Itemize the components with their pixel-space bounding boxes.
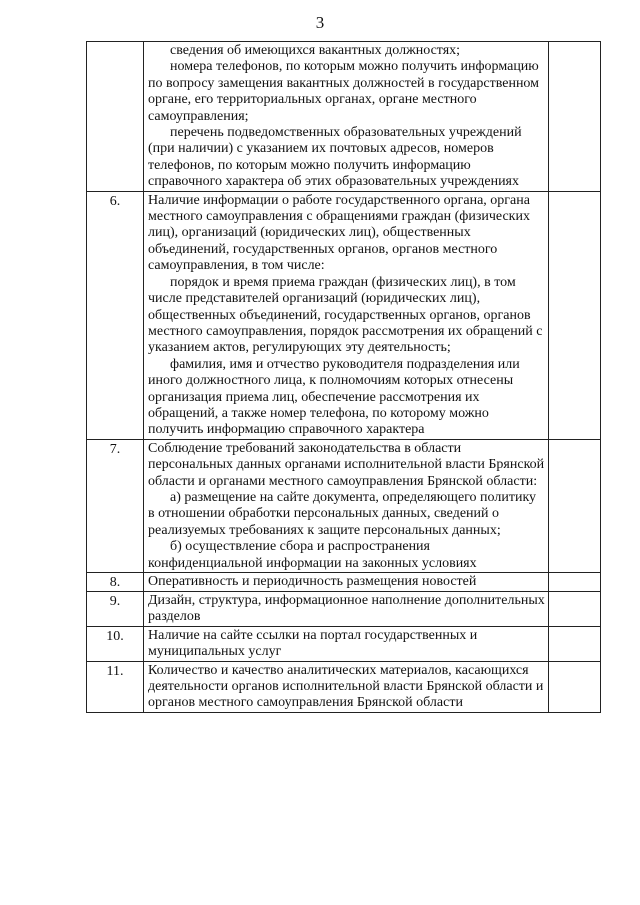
- row-number: 7.: [87, 439, 144, 572]
- score-cell: [549, 661, 601, 712]
- criteria-table: [86, 41, 601, 713]
- table-row: [87, 42, 601, 192]
- criterion-paragraph: номера телефонов, по которым можно получить информацию по вопросу замещения вакантных должностей в государственном органе, его территориальных органах, органе местного самоуправления;: [148, 59, 540, 124]
- criterion-paragraph: а) размещение на сайте документа, определяющего политику в отношении обработки персональных данных, сведений о реализуемых требованиях к защите персональных данных;: [148, 489, 537, 538]
- page-number: 3: [315, 13, 325, 32]
- score-cell: [549, 573, 601, 592]
- table-row: [87, 661, 601, 712]
- row-number: 10.: [87, 626, 144, 661]
- criterion-cell: [144, 42, 549, 192]
- criterion-paragraph: фамилия, имя и отчество руководителя подразделения или иного должностного лица, к полномочиям которых отнесены организация приема лиц, обеспечение рассмотрения их обращений, а также номер телефона, по которому можно получить информацию справочного характера: [148, 356, 520, 438]
- criterion-cell: [144, 661, 549, 712]
- criterion-cell: [144, 573, 549, 592]
- criterion-cell: [144, 626, 549, 661]
- row-number: [87, 42, 144, 192]
- criterion-paragraph: б) осуществление сбора и распространения конфиденциальной информации на законных условиях: [148, 539, 477, 571]
- row-number: 6.: [87, 191, 144, 439]
- criteria-table-body: [87, 42, 601, 713]
- table-row: [87, 592, 601, 627]
- table-row: [87, 191, 601, 439]
- criterion-paragraph: Оперативность и периодичность размещения новостей: [148, 574, 477, 589]
- score-cell: [549, 626, 601, 661]
- table-row: [87, 573, 601, 592]
- criterion-paragraph: Наличие на сайте ссылки на портал государственных и муниципальных услуг: [148, 627, 478, 660]
- criterion-paragraph: порядок и время приема граждан (физических лиц), в том числе представителей организаций (юридических лиц), общественных объединений, государственных органов, органов местного самоуправления, порядок рассмотрения их обращений с указанием актов, регулирующих эту деятельность;: [148, 274, 543, 356]
- criterion-paragraph: Соблюдение требований законодательства в области персональных данных органами исполнительной власти Брянской области и органами местного самоуправления Брянской области:: [148, 440, 545, 489]
- table-row: [87, 439, 601, 572]
- score-cell: [549, 191, 601, 439]
- criterion-cell: [144, 191, 549, 439]
- criterion-paragraph: перечень подведомственных образовательных учреждений (при наличии) с указанием их почтовых адресов, номеров телефонов, по которым можно получить информацию справочного характера об этих образовательных учреждениях: [148, 125, 522, 190]
- criterion-paragraph: Количество и качество аналитических материалов, касающихся деятельности органов исполнительной власти Брянской области и органов местного самоуправления Брянской области: [148, 662, 544, 711]
- row-number: 11.: [87, 661, 144, 712]
- score-cell: [549, 439, 601, 572]
- criterion-cell: [144, 439, 549, 572]
- criterion-paragraph: Дизайн, структура, информационное наполнение дополнительных разделов: [148, 593, 545, 625]
- score-cell: [549, 42, 601, 192]
- criterion-paragraph: сведения об имеющихся вакантных должностях;: [170, 43, 461, 58]
- row-number: 9.: [87, 592, 144, 627]
- criterion-cell: [144, 592, 549, 627]
- row-number: 8.: [87, 573, 144, 592]
- table-row: [87, 626, 601, 661]
- criterion-paragraph: Наличие информации о работе государственного органа, органа местного самоуправления с обращениями граждан (физических лиц), организаций (юридических лиц), общественных объединений, государственных органов, органов местного самоуправления, в том числе:: [148, 192, 530, 274]
- score-cell: [549, 592, 601, 627]
